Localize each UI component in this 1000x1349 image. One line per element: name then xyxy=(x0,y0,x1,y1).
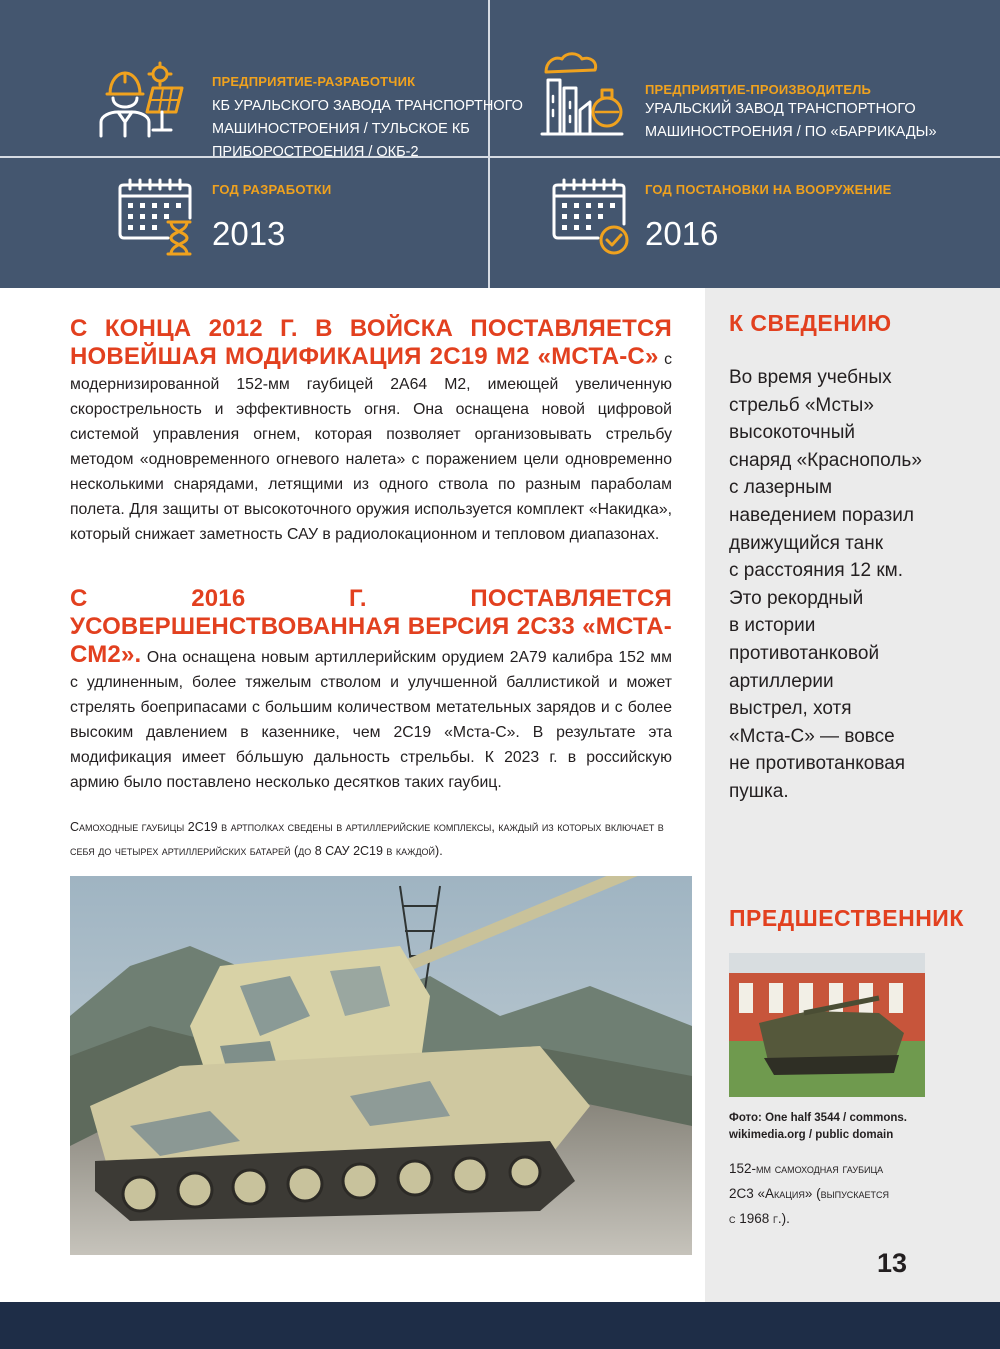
article-lead-1: С КОНЦА 2012 Г. В ВОЙСКА ПОСТАВЛЯЕТСЯ НОВЕЙШАЯ МОДИФИКАЦИЯ 2С19 М2 «МСТА-С» xyxy=(70,315,672,370)
article-paragraph-2 xyxy=(70,586,672,795)
service-year-value: 2016 xyxy=(645,215,719,252)
page-number: 13 xyxy=(877,1248,908,1278)
manufacturer-value: УРАЛЬСКИЙ ЗАВОД ТРАНСПОРТНОГО МАШИНОСТРОЕНИЯ / ПО «БАРРИКАДЫ» xyxy=(645,101,937,140)
factory-icon xyxy=(540,50,624,136)
calendar-check-icon xyxy=(552,178,632,256)
footer-band xyxy=(0,1302,1000,1349)
main-photo-msta-s xyxy=(70,876,692,1255)
calendar-hourglass-icon xyxy=(118,178,194,256)
dev-year-value: 2013 xyxy=(212,215,286,252)
article-body-2: Она оснащена новым артиллерийским орудием 2А79 калибра 152 мм с удлиненным, более тяжелым стволом и улучшенной баллистикой и может стрелять боеприпасами с большим количеством метательных зарядов и с более высоким давлением в казеннике, чем 2С19 «Мста-С». В результате эта модификация имеет бóльшую дальность стрельбы. К 2023 г. в российскую армию было поставлено несколько десятков таких гаубиц. xyxy=(70,649,672,791)
article-paragraph-1 xyxy=(70,316,672,547)
predecessor-photo-akatsiya xyxy=(729,953,925,1097)
photo-credit: Фото: One half 3544 / commons. wikimedia.org / public domain xyxy=(729,1112,907,1141)
manufacturer-label: ПРЕДПРИЯТИЕ-ПРОИЗВОДИТЕЛЬ xyxy=(645,82,872,97)
developer-value: КБ УРАЛЬСКОГО ЗАВОДА ТРАНСПОРТНОГО МАШИНОСТРОЕНИЯ / ТУЛЬСКОЕ КБ ПРИБОРОСТРОЕНИЯ / ОКБ-2 xyxy=(212,98,523,160)
note-title: К СВЕДЕНИЮ xyxy=(729,310,892,336)
developer-label: ПРЕДПРИЯТИЕ-РАЗРАБОТЧИК xyxy=(212,74,416,89)
predecessor-caption: 152-мм самоходная гаубица 2С3 «Акация» (выпускается с 1968 г.). xyxy=(729,1161,890,1226)
note-text: Во время учебных стрельб «Мсты» высокоточный снаряд «Краснополь» с лазерным наведением поразил движущийся танк с расстояния 12 км. Это рекордный в истории противотанковой артиллерии выстрел, хотя «Мста-С» — вовсе не противотанковая пушка. xyxy=(729,367,922,802)
photo-caption: Самоходные гаубицы 2С19 в артполках сведены в артиллерийские комплексы, каждый из которых включает в себя до четырех артиллерийских батарей (до 8 САУ 2С19 в каждой). xyxy=(70,820,664,858)
engineer-icon xyxy=(98,60,184,138)
header-band xyxy=(0,0,1000,288)
service-year-label: ГОД ПОСТАНОВКИ НА ВООРУЖЕНИЕ xyxy=(645,182,892,197)
dev-year-label: ГОД РАЗРАБОТКИ xyxy=(212,182,332,197)
article-body-1: с модернизированной 152-мм гаубицей 2А64 М2, имеющей увеличенную скорострельность и эффективность огня. Она оснащена новой цифровой системой управления огнем, которая позволяет организовывать стрельбу методом «одновременного огневого налета» с поражением цели одновременно несколькими снарядами, летящими из одного ствола по разным параболам полета. Для защиты от высокоточного оружия используется комплект «Накидка», который снижает заметность САУ в радиолокационном и тепловом диапазонах. xyxy=(70,351,672,543)
article-lead-2: С 2016 Г. ПОСТАВЛЯЕТСЯ УСОВЕРШЕНСТВОВАННАЯ ВЕРСИЯ 2С33 «МСТА-СМ2». xyxy=(70,585,672,668)
predecessor-title: ПРЕДШЕСТВЕННИК xyxy=(729,905,964,931)
